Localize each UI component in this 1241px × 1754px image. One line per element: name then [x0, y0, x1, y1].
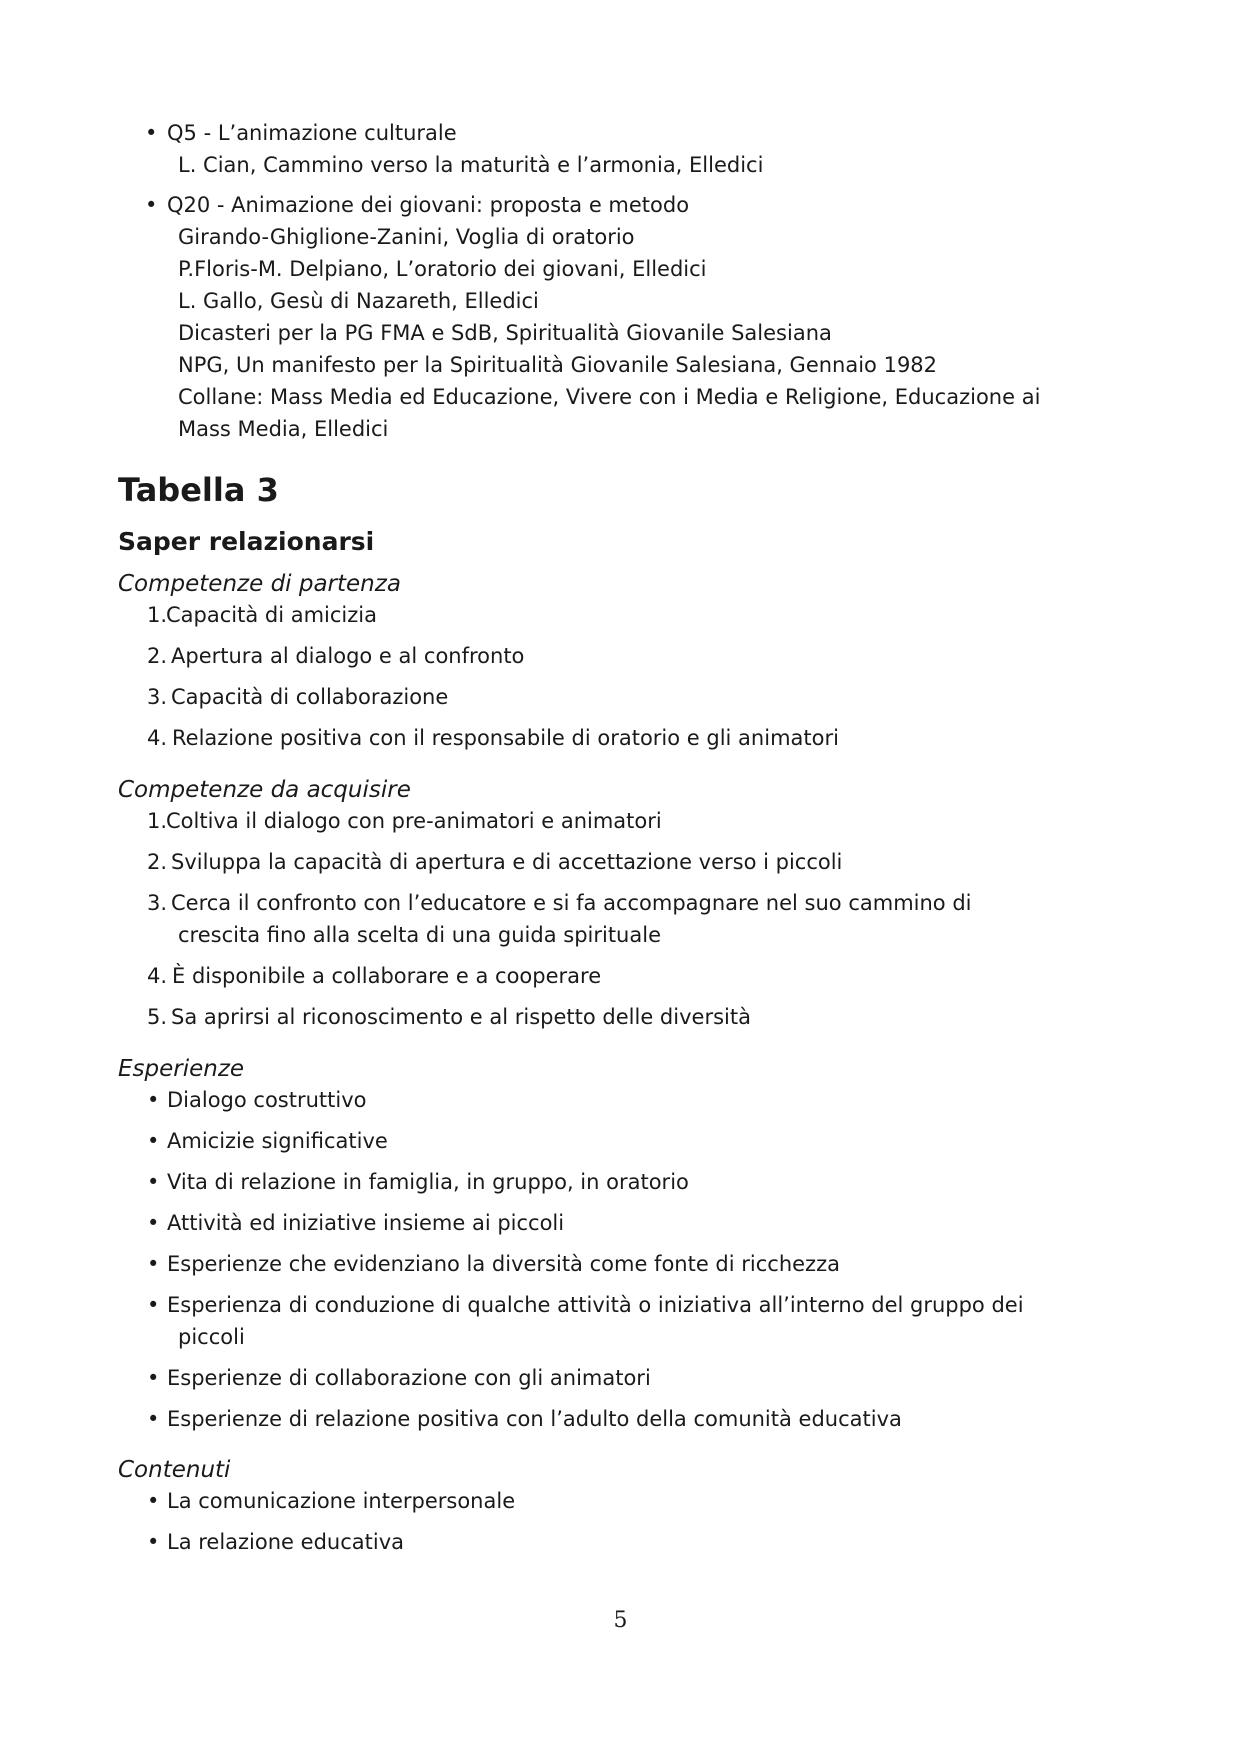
item-number: 2. [147, 850, 168, 874]
item-text: Capacità di amicizia [166, 603, 377, 627]
reference-list [145, 117, 1145, 453]
list-item [118, 681, 1118, 713]
item-text: Coltiva il dialogo con pre-animatori e animatori [166, 809, 662, 833]
list-item [118, 1125, 1118, 1157]
bullet: • [145, 121, 158, 145]
list-item [118, 599, 1118, 631]
bullet: • [147, 1129, 160, 1153]
item-number: 2. [147, 644, 168, 668]
item-text: Cerca il confronto con l’educatore e si fa accompagnare nel suo cammino di [171, 891, 972, 915]
list-item [118, 1084, 1118, 1116]
numbered-list [118, 805, 1118, 1033]
list-item [118, 1001, 1118, 1033]
item-text: Apertura al dialogo e al confronto [171, 644, 525, 668]
item-text: Attività ed iniziative insieme ai piccoli [167, 1211, 565, 1235]
item-text: Sviluppa la capacità di apertura e di accettazione verso i piccoli [171, 850, 843, 874]
list-item [118, 1166, 1118, 1198]
reference-line: Girando-Ghiglione-Zanini, Voglia di oratorio [178, 225, 635, 249]
item-text: La relazione educativa [167, 1530, 404, 1554]
reference-heading: Q20 - Animazione dei giovani: proposta e metodo [167, 193, 690, 217]
list-item [118, 722, 1118, 754]
reference-line: P.Floris-M. Delpiano, L’oratorio dei giovani, Elledici [178, 257, 707, 281]
list-item [118, 1248, 1118, 1280]
numbered-list [118, 599, 1118, 754]
list-item [118, 1485, 1118, 1517]
section-competenze-partenza [118, 569, 1118, 763]
section-title: Competenze di partenza [118, 571, 401, 597]
section-title: Esperienze [118, 1056, 245, 1082]
item-number: 1. [147, 603, 168, 627]
list-item [118, 640, 1118, 672]
item-number: 3. [147, 891, 168, 915]
item-text: Vita di relazione in famiglia, in gruppo, in oratorio [167, 1170, 689, 1194]
bullet: • [147, 1530, 160, 1554]
item-text: Esperienze di collaborazione con gli animatori [167, 1366, 651, 1390]
reference-item-q5 [145, 117, 1145, 181]
section-competenze-acquisire [118, 775, 1118, 1042]
item-text: Esperienze di relazione positiva con l’adulto della comunità educativa [167, 1407, 902, 1431]
section-esperienze [118, 1054, 1118, 1444]
item-text: Esperienze che evidenziano la diversità come fonte di ricchezza [167, 1252, 840, 1276]
item-text-continued: crescita fino alla scelta di una guida spirituale [178, 923, 661, 947]
item-number: 1. [147, 809, 168, 833]
reference-line: Dicasteri per la PG FMA e SdB, Spiritualità Giovanile Salesiana [178, 321, 832, 345]
item-number: 4. [147, 726, 168, 750]
section-subtitle: Saper relazionarsi [118, 527, 375, 556]
list-item [118, 1207, 1118, 1239]
table-title: Tabella 3 [118, 471, 279, 509]
bullet: • [145, 193, 158, 217]
section-title: Contenuti [118, 1457, 231, 1483]
item-text-continued: piccoli [178, 1325, 245, 1349]
bullet: • [147, 1293, 160, 1317]
item-text: Amicizie significative [167, 1129, 388, 1153]
bullet: • [147, 1252, 160, 1276]
reference-item-q20 [145, 189, 1145, 445]
reference-line: L. Cian, Cammino verso la maturità e l’armonia, Elledici [178, 153, 764, 177]
reference-heading: Q5 - L’animazione culturale [167, 121, 457, 145]
list-item [118, 887, 1118, 951]
list-item [118, 846, 1118, 878]
list-item [118, 960, 1118, 992]
item-text: Sa aprirsi al riconoscimento e al rispetto delle diversità [171, 1005, 751, 1029]
bullet: • [147, 1088, 160, 1112]
item-number: 5. [147, 1005, 168, 1029]
item-number: 3. [147, 685, 168, 709]
page-number: 5 [613, 1608, 628, 1633]
reference-line: L. Gallo, Gesù di Nazareth, Elledici [178, 289, 539, 313]
bullet: • [147, 1211, 160, 1235]
reference-line: Mass Media, Elledici [178, 417, 389, 441]
section-contenuti [118, 1455, 1118, 1567]
bullet-list [118, 1485, 1118, 1558]
item-text: Dialogo costruttivo [167, 1088, 367, 1112]
list-item [118, 1362, 1118, 1394]
item-text: Capacità di collaborazione [171, 685, 449, 709]
bullet: • [147, 1489, 160, 1513]
item-text: La comunicazione interpersonale [167, 1489, 516, 1513]
bullet: • [147, 1170, 160, 1194]
bullet: • [147, 1407, 160, 1431]
item-text: È disponibile a collaborare e a cooperare [172, 964, 602, 988]
reference-line: Collane: Mass Media ed Educazione, Vivere con i Media e Religione, Educazione ai [178, 385, 1041, 409]
reference-line: NPG, Un manifesto per la Spiritualità Giovanile Salesiana, Gennaio 1982 [178, 353, 938, 377]
bullet: • [147, 1366, 160, 1390]
list-item [118, 1526, 1118, 1558]
list-item [118, 805, 1118, 837]
list-item [118, 1289, 1118, 1353]
bullet-list [118, 1084, 1118, 1435]
item-number: 4. [147, 964, 168, 988]
list-item [118, 1403, 1118, 1435]
section-title: Competenze da acquisire [118, 777, 411, 803]
item-text: Esperienza di conduzione di qualche attività o iniziativa all’interno del gruppo dei [167, 1293, 1024, 1317]
item-text: Relazione positiva con il responsabile di oratorio e gli animatori [172, 726, 839, 750]
